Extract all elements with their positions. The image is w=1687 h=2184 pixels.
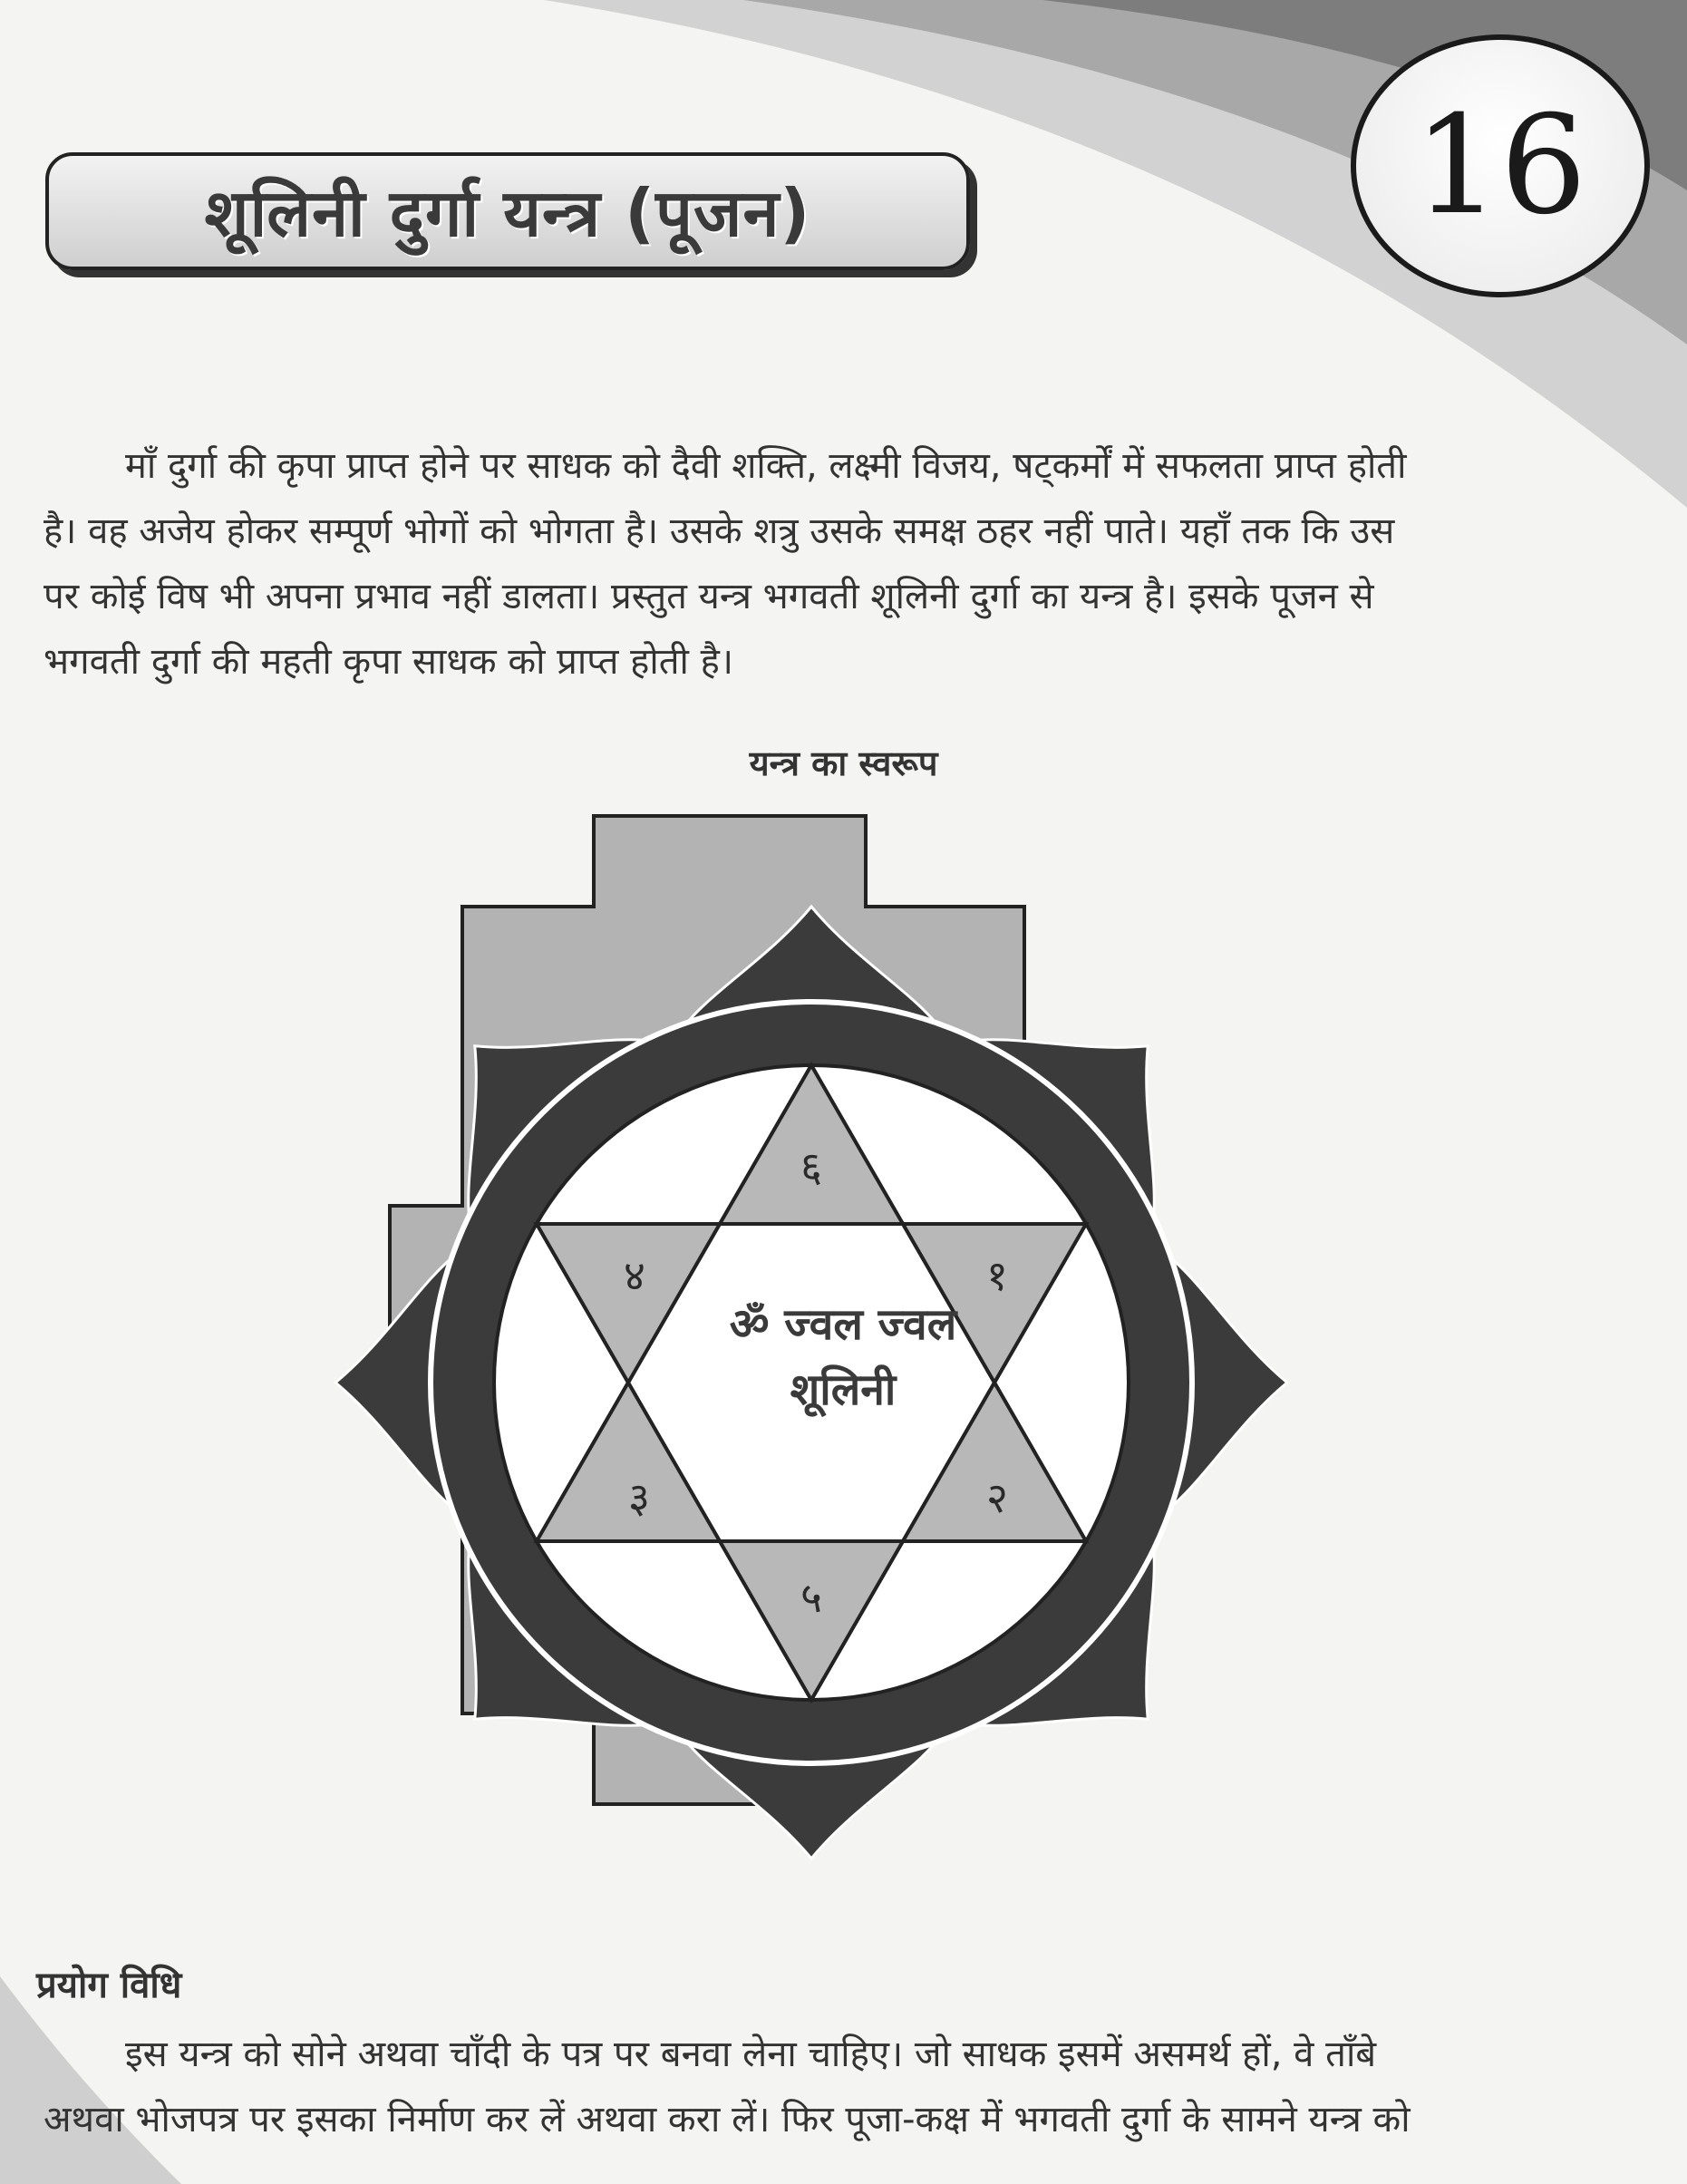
method-paragraph <box>44 2022 1666 2152</box>
method-line: इस यन्त्र को सोने अथवा चाँदी के पत्र पर बनवा लेना चाहिए। जो साधक इसमें असमर्थ हों, वे ताँबे <box>125 2034 1377 2075</box>
yantra-mantra-line2: शूलिनी <box>790 1364 897 1415</box>
yantra-number-lower-right: २ <box>986 1473 1008 1522</box>
intro-paragraph <box>44 433 1666 694</box>
page-number: 16 <box>1413 87 1587 245</box>
yantra-number-upper-left: ४ <box>624 1251 645 1300</box>
chapter-title: शूलिनी दुर्गा यन्त्र (पूजन) <box>204 175 811 251</box>
yantra-number-lower-left: ३ <box>628 1473 650 1522</box>
yantra-number-upper-right: १ <box>986 1251 1008 1300</box>
chapter-title-box <box>45 152 970 270</box>
yantra-caption: यन्त्र का स्वरूप <box>749 743 938 783</box>
yantra-mantra-line1: ॐ ज्वल ज्वल <box>729 1299 957 1350</box>
yantra-number-top: ६ <box>800 1142 822 1191</box>
method-line: अथवा भोजपत्र पर इसका निर्माण कर लें अथवा करा लें। फिर पूजा-कक्ष में भगवती दुर्गा के सामने यन्त्र को <box>44 2099 1411 2140</box>
intro-line: है। वह अजेय होकर सम्पूर्ण भोगों को भोगता है। उसके शत्रु उसके समक्ष ठहर नहीं पाते। यहाँ तक कि उस <box>44 510 1395 552</box>
intro-line: माँ दुर्गा की कृपा प्राप्त होने पर साधक को दैवी शक्ति, लक्ष्मी विजय, षट्कर्मों में सफलता प्राप्त होती <box>125 445 1407 487</box>
page-number-badge <box>1351 34 1650 297</box>
intro-line: पर कोई विष भी अपना प्रभाव नहीं डालता। प्रस्तुत यन्त्र भगवती शूलिनी दुर्गा का यन्त्र है। इसके पूजन से <box>44 576 1374 617</box>
section-heading: प्रयोग विधि <box>36 1965 182 2006</box>
yantra-number-bottom: ५ <box>800 1573 822 1622</box>
intro-line: भगवती दुर्गा की महती कृपा साधक को प्राप्त होती है। <box>44 641 733 683</box>
